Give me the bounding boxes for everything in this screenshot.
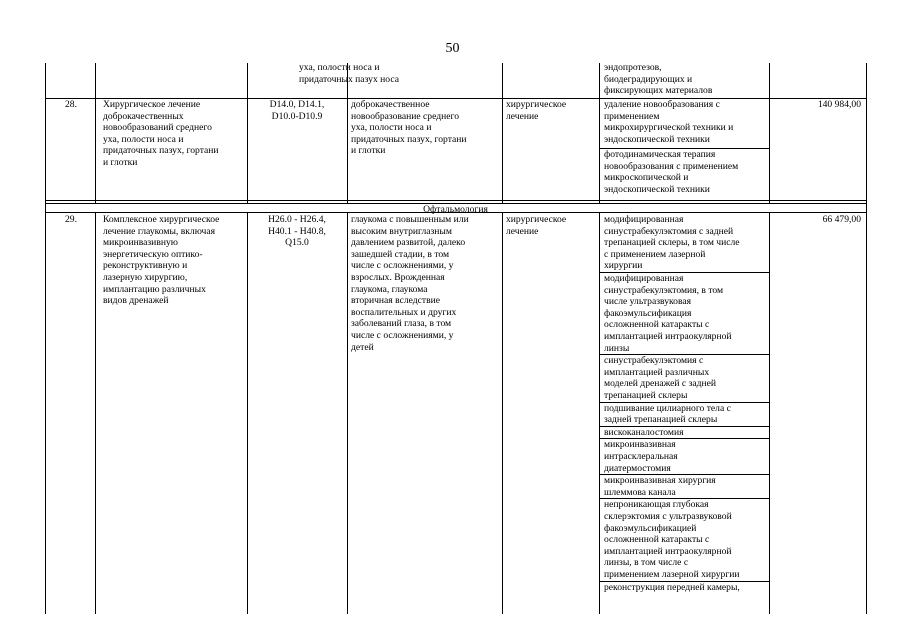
treatment-method: осложненной катаракты с [604,319,710,331]
treatment-method: имплантацией интраокулярной [604,331,732,342]
treatment-method: фотодинамическая терапия [604,149,716,160]
care-type-name: новообразований среднего [103,122,212,134]
treatment-method: числе ультразвуковая [604,296,692,308]
care-type-name: энергетическую оптико- [103,248,203,260]
norm-cost: 66 479,00 [822,214,861,225]
treatment-method: эндоскопической техники [604,133,710,145]
treatment-method: новообразования с применением [604,160,739,172]
treatment-method: хирургии [604,260,643,272]
care-type-name: микроинвазивную [103,237,178,249]
care-type-name: доброкачественных [103,110,184,122]
patient-model: придаточных пазух, гортани [351,133,467,145]
icd-codes: Q15.0 [285,237,309,249]
icd-codes: H40.1 - H40.8, [268,225,326,237]
care-type-name: Хирургическое лечение [103,99,201,110]
care-type-name: уха, полости носа и [103,133,184,145]
icd-codes: D14.0, D14.1, [269,99,325,110]
treatment-method: склерэктомия с ультразвуковой [604,511,732,522]
continued-method-text: эндопротезов, [604,62,662,73]
treatment-method: линзы [604,342,630,354]
treatment-method: интрасклеральная [604,451,678,462]
patient-model: вторичная вследствие [351,295,441,307]
treatment-method: трепанацией склеры, в том числе [604,237,740,249]
patient-model: заболеваний глаза, в том [351,318,452,330]
column-divider [502,212,503,614]
treatment-method: имплантацией различных [604,366,710,378]
treatment-method: вискоканалостомия [604,426,684,438]
column-divider [502,63,503,203]
treatment-method: линзы, в том числе с [604,557,689,569]
patient-model: детей [351,341,374,353]
table-border [45,63,46,614]
patient-model: доброкачественное [351,99,430,110]
treatment-method: синустрабекулэктомия с задней [604,225,734,237]
treatment-method: моделей дренажей с задней [604,378,717,390]
patient-model: числе с осложнениями, у [351,330,454,341]
continued-model-text: придаточных пазух носа [299,73,399,85]
medical-care-table [45,63,866,614]
treatment-method: микроинвазивная хирургия [604,475,716,487]
treatment-method: задней трепанацией склеры [604,414,718,426]
treatment-method: шлеммова канала [604,486,676,498]
care-type-name: придаточных пазух, гортани [103,145,219,157]
patient-model: и глотки [351,145,386,157]
column-divider [247,63,248,203]
column-divider [769,212,770,614]
row-divider [45,200,866,201]
page-number: 50 [445,41,460,56]
treatment-type: хирургическое [506,214,567,225]
care-type-name: лазерную хирургию, [103,272,188,283]
row-number: 29. [65,214,77,225]
patient-model: воспалительных и других [351,306,457,318]
treatment-method: эндоскопической техники [604,183,710,195]
care-type-name: видов дренажей [103,295,169,307]
treatment-method: модифицированная [604,214,684,225]
treatment-method: микрохирургической техники и [604,122,734,134]
care-type-name: имплантацию различных [103,283,206,295]
treatment-method: модифицированная [604,273,684,284]
column-divider [95,63,96,203]
treatment-method: удаление новообразования с [604,99,720,110]
treatment-method: факоэмульсификацией [604,522,697,534]
patient-model: числе с осложнениями, у [351,260,454,272]
column-divider [347,212,348,614]
treatment-method: непроникающая глубокая [604,499,709,511]
treatment-method: подшивание цилиарного тела с [604,402,731,414]
patient-model: глаукома с повышенным или [351,214,469,225]
icd-codes: D10.0-D10.9 [271,110,323,122]
care-type-name: реконструктивную и [103,260,188,272]
patient-model: глаукома, глаукома [351,283,428,295]
treatment-method: с применением лазерной [604,248,706,260]
treatment-method: микроскопической и [604,172,689,184]
continued-model-text: уха, полости носа и [299,62,380,73]
column-divider [769,63,770,203]
treatment-type: хирургическое [506,99,567,110]
column-divider [599,63,600,203]
care-type-name: и глотки [103,157,138,168]
treatment-method: осложненной катаракты с [604,534,710,546]
section-title: Офтальмология [423,204,488,215]
patient-model: уха, полости носа и [351,122,432,134]
treatment-method: синустрабекулэктомия с [604,355,704,367]
continued-method-text: биодеградирующих и [604,73,693,85]
column-divider [95,212,96,614]
treatment-method: микроинвазивная [604,439,676,451]
treatment-method: факоэмульсификация [604,307,692,319]
treatment-method: применением лазерной хирургии [604,569,740,580]
table-border [866,63,867,614]
patient-model: взрослых. Врожденная [351,272,445,283]
care-type-name: Комплексное хирургическое [103,214,220,225]
treatment-method: реконструкция передней камеры, [604,581,740,593]
treatment-method: трепанацией склеры [604,390,688,401]
treatment-method: применением [604,110,660,122]
column-divider [247,212,248,614]
treatment-type: лечение [506,110,539,122]
norm-cost: 140 984,00 [817,99,861,110]
treatment-type: лечение [506,225,539,237]
patient-model: зашедшей стадии, в том [351,248,450,260]
treatment-method: диатермостомия [604,462,671,474]
treatment-method: имплантацией интраокулярной [604,545,732,557]
patient-model: новообразование среднего [351,110,459,122]
row-number: 28. [65,99,77,110]
patient-model: давлением развитой, далеко [351,237,466,249]
continued-method-text: фиксирующих материалов [604,85,713,97]
patient-model: высоким внутриглазным [351,225,452,237]
icd-codes: H26.0 - H26.4, [268,214,326,225]
care-type-name: лечение глаукомы, включая [103,225,215,237]
treatment-method: синустрабекулэктомия, в том [604,284,724,296]
